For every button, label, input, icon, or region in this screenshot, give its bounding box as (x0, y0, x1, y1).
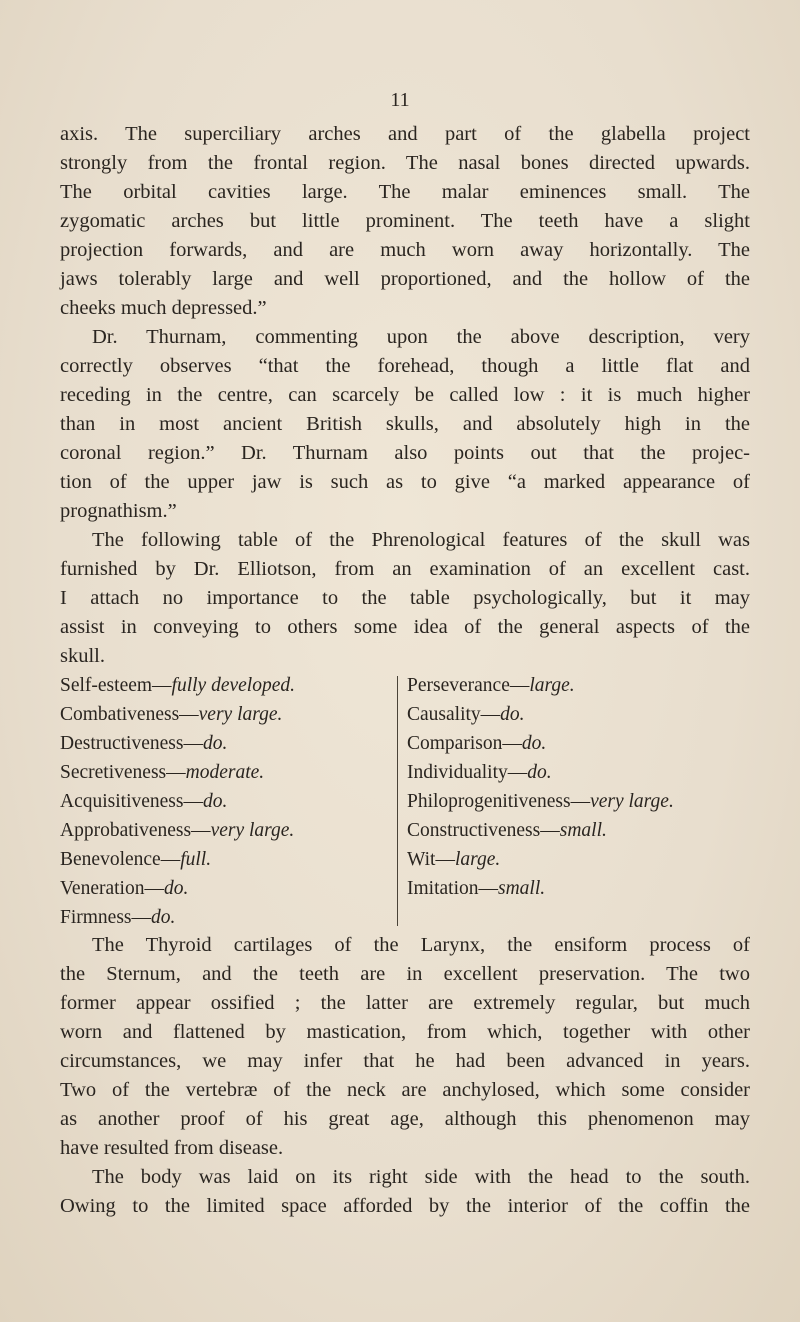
paragraph-5 (60, 1163, 750, 1221)
trait-value: do. (163, 878, 189, 899)
text-line: Owing to the limited space afforded by the interior of the coffin the (60, 1195, 750, 1217)
text-line: strongly from the frontal region. The nasal bones directed upwards. (60, 152, 750, 174)
trait-value: large. (529, 675, 575, 696)
text-line: circumstances, we may infer that he had been advanced in years. (60, 1050, 750, 1072)
trait-value: do. (202, 733, 228, 754)
table-row (60, 671, 390, 700)
text-line: axis. The superciliary arches and part of the glabella project (60, 123, 750, 145)
trait-value: very large. (210, 820, 295, 841)
trait-name: Imitation— (407, 878, 498, 899)
text-line: than in most ancient British skulls, and absolutely high in the (60, 413, 750, 435)
text-line: projection forwards, and are much worn away horizontally. The (60, 239, 750, 261)
trait-value: full. (180, 849, 212, 870)
paragraph-2 (60, 323, 750, 526)
trait-value: do. (521, 733, 547, 754)
trait-value: very large. (198, 704, 283, 725)
table-left-column (60, 671, 390, 932)
text-line: prognathism.” (60, 500, 177, 522)
text-line: the Sternum, and the teeth are in excellent preservation. The two (60, 963, 750, 985)
table-row (60, 729, 390, 758)
trait-value: small. (498, 878, 546, 899)
text-line: coronal region.” Dr. Thurnam also points out that the projec- (60, 442, 750, 464)
trait-name: Acquisitiveness— (60, 791, 203, 812)
phrenology-table (60, 671, 750, 931)
trait-name: Constructiveness— (407, 820, 560, 841)
text-line: have resulted from disease. (60, 1137, 284, 1159)
text-line: Dr. Thurnam, commenting upon the above description, very (92, 326, 750, 348)
text-line: The orbital cavities large. The malar eminences small. The (60, 181, 750, 203)
trait-name: Combativeness— (60, 704, 199, 725)
trait-value: large. (454, 849, 501, 870)
trait-name: Firmness— (60, 907, 152, 928)
trait-value: small. (559, 820, 607, 841)
text-line: tion of the upper jaw is such as to give “a marked appearance of (60, 471, 750, 493)
table-row (60, 903, 390, 932)
table-row (407, 758, 767, 787)
table-right-column (407, 671, 767, 903)
page-number: 11 (390, 89, 410, 111)
paragraph-4 (60, 931, 750, 1163)
text-line: assist in conveying to others some idea of the general aspects of the (60, 616, 750, 638)
text-line: correctly observes “that the forehead, though a little flat and (60, 355, 750, 377)
trait-value: do. (151, 907, 176, 928)
text-line: The following table of the Phrenological features of the skull was (92, 529, 750, 551)
trait-name: Benevolence— (60, 849, 181, 870)
trait-value: do. (500, 704, 525, 725)
text-line: worn and flattened by mastication, from which, together with other (60, 1021, 750, 1043)
text-line: furnished by Dr. Elliotson, from an examination of an excellent cast. (60, 558, 750, 580)
paragraph-3 (60, 526, 750, 671)
text-line: The body was laid on its right side with the head to the south. (92, 1166, 750, 1188)
trait-name: Destructiveness— (60, 733, 203, 754)
text-line: The Thyroid cartilages of the Larynx, the ensiform process of (92, 934, 750, 956)
trait-name: Approbativeness— (60, 820, 211, 841)
text-line: zygomatic arches but little prominent. The teeth have a slight (60, 210, 750, 232)
trait-name: Secretiveness— (60, 762, 186, 783)
table-row (407, 700, 767, 729)
paragraph-1 (60, 120, 750, 323)
trait-name: Individuality— (407, 762, 528, 783)
table-row (60, 845, 390, 874)
text-line: skull. (60, 645, 105, 667)
text-line: former appear ossified ; the latter are extremely regular, but much (60, 992, 750, 1014)
trait-value: fully developed. (171, 675, 295, 696)
trait-name: Causality— (407, 704, 501, 725)
trait-value: moderate. (185, 762, 265, 783)
text-line: jaws tolerably large and well proportioned, and the hollow of the (60, 268, 750, 290)
trait-name: Perseverance— (407, 675, 530, 696)
table-row (407, 816, 767, 845)
table-row (60, 758, 390, 787)
column-divider (397, 676, 398, 926)
trait-name: Comparison— (407, 733, 522, 754)
text-line: I attach no importance to the table psychologically, but it may (60, 587, 750, 609)
table-row (60, 816, 390, 845)
trait-value: very large. (590, 791, 674, 812)
table-row (407, 845, 767, 874)
table-row (407, 787, 767, 816)
table-row (60, 700, 390, 729)
table-row (60, 874, 390, 903)
trait-value: do. (527, 762, 552, 783)
table-row (407, 729, 767, 758)
table-row (60, 787, 390, 816)
body-text (60, 120, 750, 1221)
text-line: Two of the vertebræ of the neck are anchylosed, which some consider (60, 1079, 750, 1101)
text-line: cheeks much depressed.” (60, 297, 267, 319)
table-row (407, 671, 767, 700)
trait-value: do. (202, 791, 228, 812)
trait-name: Philoprogenitiveness— (407, 791, 591, 812)
text-line: as another proof of his great age, although this phenomenon may (60, 1108, 750, 1130)
trait-name: Wit— (407, 849, 455, 870)
trait-name: Self-esteem— (60, 675, 172, 696)
trait-name: Veneration— (60, 878, 164, 899)
text-line: receding in the centre, can scarcely be called low : it is much higher (60, 384, 750, 406)
table-row (407, 874, 767, 903)
